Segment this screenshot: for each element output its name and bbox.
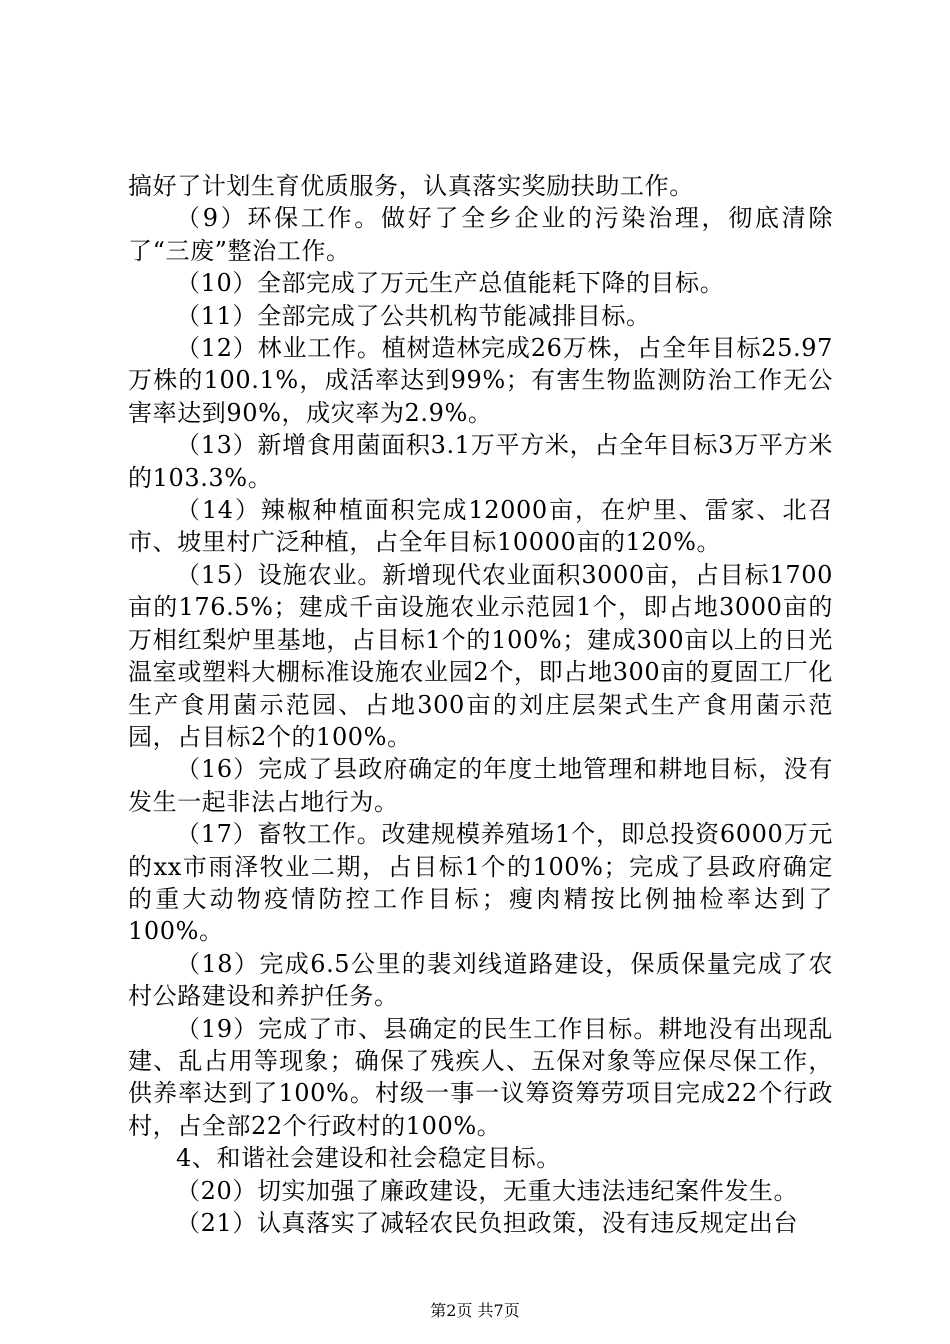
paragraph-2: （9）环保工作。做好了全乡企业的污染治理，彻底清除了“三废”整治工作。 <box>128 204 833 265</box>
paragraph-11: （18）完成6.5公里的裴刘线道路建设，保质保量完成了农村公路建设和养护任务。 <box>128 949 833 1011</box>
paragraph-14: （21）认真落实了减轻农民负担政策，没有违反规定出台 <box>176 1209 799 1237</box>
paragraph-9: （16）完成了县政府确定的年度土地管理和耕地目标，没有发生一起非法占地行为。 <box>128 755 833 816</box>
paragraph-4: （11）全部完成了公共机构节能减排目标。 <box>176 301 651 330</box>
paragraph-3: （10）全部完成了万元生产总值能耗下降的目标。 <box>176 269 725 298</box>
paragraph-13: （20）切实加强了廉政建设，无重大违法违纪案件发生。 <box>176 1176 799 1205</box>
document-body <box>128 170 833 1239</box>
paragraph-7: （14）辣椒种植面积完成12000亩，在炉里、雷家、北召市、坡里村广泛种植，占全年目标10000亩的120%。 <box>128 496 833 557</box>
paragraph-6: （13）新增食用菌面积3.1万平方米，占全年目标3万平方米的103.3%。 <box>128 431 833 492</box>
paragraph-10: （17）畜牧工作。改建规模养殖场1个，即总投资6000万元的xx市雨泽牧业二期，占目标1个的100%；完成了县政府确定的重大动物疫情防控工作目标；瘦肉精按比例抽检率达到了100%。 <box>128 820 833 946</box>
paragraph-12: （19）完成了市、县确定的民生工作目标。耕地没有出现乱建、乱占用等现象；确保了残疾人、五保对象等应保尽保工作，供养率达到了100%。村级一事一议筹资筹劳项目完成22个行政村，占全部22个行政村的100%。 <box>128 1014 833 1140</box>
paragraph-5: （12）林业工作。植树造林完成26万株，占全年目标25.97万株的100.1%，成活率达到99%；有害生物监测防治工作无公害率达到90%，成灾率为2.9%。 <box>128 334 833 427</box>
page-footer: 第2页 共7页 <box>430 1301 520 1320</box>
paragraph-8: （15）设施农业。新增现代农业面积3000亩，占目标1700亩的176.5%；建成千亩设施农业示范园1个，即占地3000亩的万相红梨炉里基地，占目标1个的100%；建成300亩以上的日光温室或塑料大棚标准设施农业园2个，即占地300亩的夏固工厂化生产食用菌示范园、占地300亩的刘庄层架式生产食用菌示范园，占目标2个的100%。 <box>128 560 833 751</box>
section-heading: 4、和谐社会建设和社会稳定目标。 <box>176 1144 561 1173</box>
paragraph-1: 搞好了计划生育优质服务，认真落实奖励扶助工作。 <box>128 172 694 200</box>
